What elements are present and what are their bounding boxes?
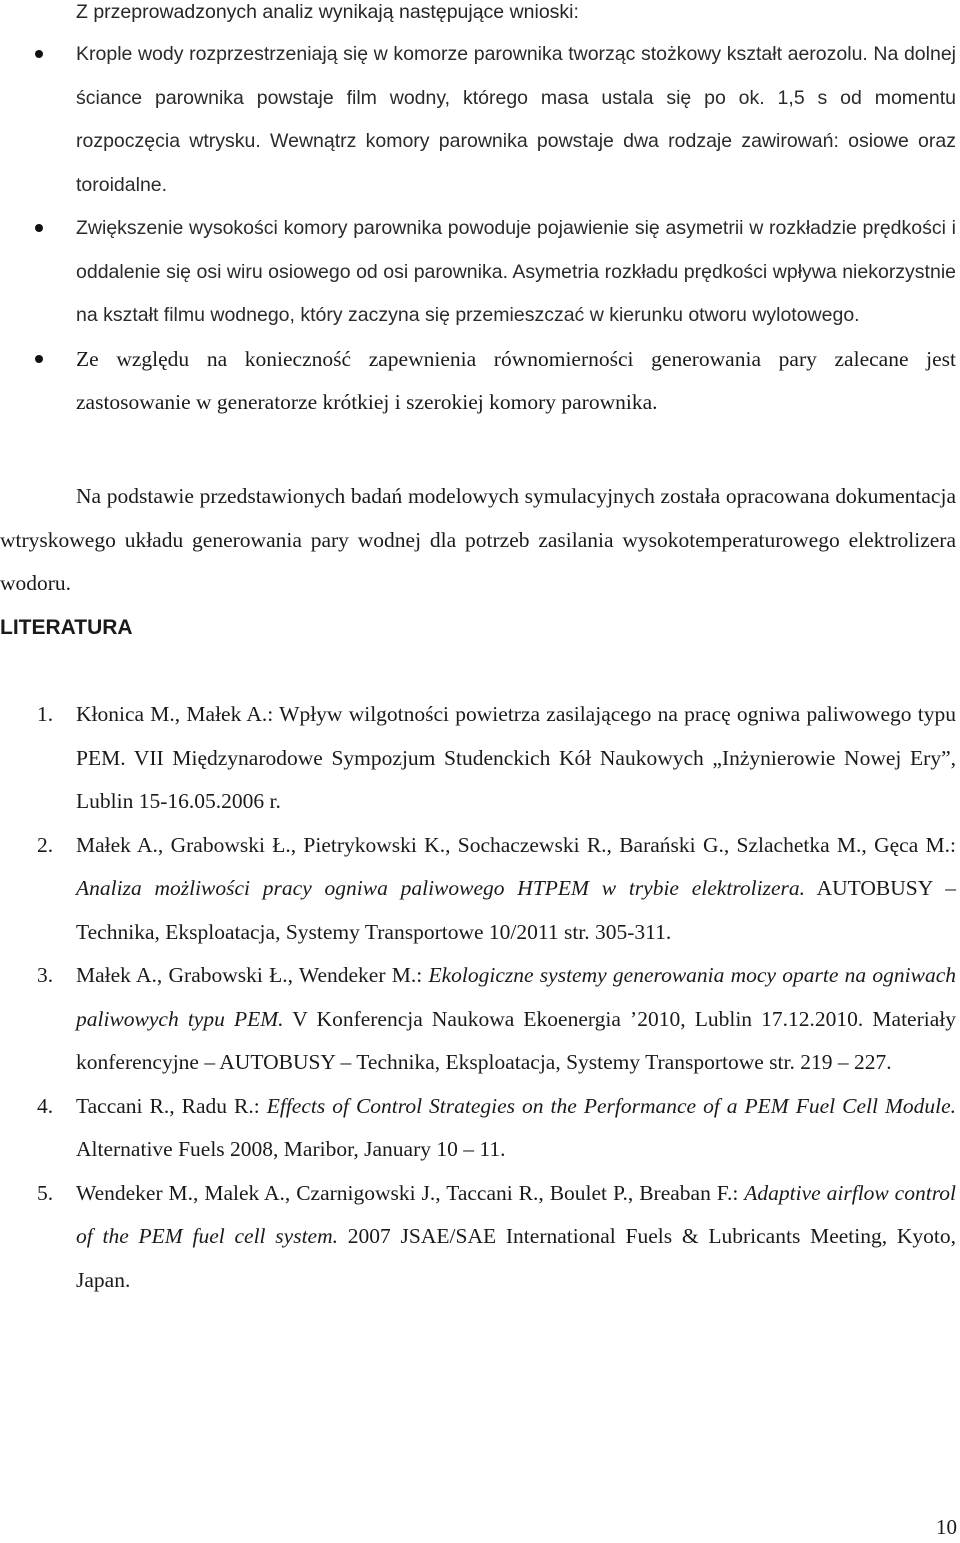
reference-item bbox=[0, 693, 956, 824]
conclusions-list bbox=[0, 33, 956, 425]
reference-title: Ekologiczne systemy generowania mocy oparte na ogniwach paliwowych typu PEM. bbox=[76, 963, 956, 1031]
reference-item bbox=[0, 824, 956, 955]
reference-number: 1. bbox=[37, 702, 54, 726]
bullet-icon bbox=[35, 355, 43, 363]
reference-number: 2. bbox=[37, 832, 54, 857]
reference-number: 4. bbox=[37, 1093, 54, 1118]
conclusions-intro: Z przeprowadzonych analiz wynikają następujące wnioski: bbox=[76, 1, 579, 23]
reference-title: Adaptive airflow control of the PEM fuel cell system. bbox=[76, 1180, 956, 1248]
reference-title: Effects of Control Strategies on the Performance of a PEM Fuel Cell Module. bbox=[266, 1093, 957, 1118]
reference-number: 5. bbox=[37, 1180, 54, 1205]
reference-authors: Taccani R., Radu R.: bbox=[76, 1093, 260, 1118]
conclusion-item bbox=[0, 33, 956, 207]
literature-heading: LITERATURA bbox=[0, 616, 133, 639]
reference-authors: Małek A., Grabowski Ł., Wendeker M.: bbox=[76, 963, 423, 987]
reference-title: Wpływ wilgotności powietrza zasilającego na pracę ogniwa paliwowego typu PEM. bbox=[76, 702, 956, 770]
reference-number: 3. bbox=[37, 963, 54, 987]
reference-details: Alternative Fuels 2008, Maribor, January 10 – 11. bbox=[76, 1137, 506, 1161]
reference-list bbox=[0, 693, 956, 1302]
reference-item bbox=[0, 1172, 956, 1303]
page-number: 10 bbox=[936, 1515, 957, 1539]
reference-authors: Kłonica M., Małek A.: bbox=[76, 702, 274, 726]
reference-authors: Wendeker M., Malek A., Czarnigowski J., Taccani R., Boulet P., Breaban F.: bbox=[76, 1180, 739, 1205]
reference-details: VII Międzynarodowe Sympozjum Studenckich Kół Naukowych „Inżynierowie Nowej Ery”, Lublin 15-16.05.2006 r. bbox=[76, 745, 956, 813]
conclusion-text: Ze względu na konieczność zapewnienia równomierności generowania pary zalecane jest zastosowanie w generatorze krótkiej i szerokiej komory parownika. bbox=[76, 346, 956, 414]
reference-details: 2007 JSAE/SAE International Fuels & Lubricants Meeting, Kyoto, Japan. bbox=[76, 1224, 957, 1292]
summary-paragraph: Na podstawie przedstawionych badań modelowych symulacyjnych została opracowana dokumentacja wtryskowego układu generowania pary wodnej dla potrzeb zasilania wysokotemperaturowego elektrolizera wodoru. bbox=[0, 484, 956, 595]
conclusion-text: Zwiększenie wysokości komory parownika powoduje pojawienie się asymetrii w rozkładzie prędkości i oddalenie się osi wiru osiowego od osi parownika. Asymetria rozkładu prędkości wpływa niekorzystnie na kształt filmu wodnego, który zaczyna się przemieszczać w kierunku otworu wylotowego. bbox=[76, 217, 956, 326]
reference-title: Analiza możliwości pracy ogniwa paliwowego HTPEM w trybie elektrolizera. bbox=[76, 876, 805, 900]
conclusion-text: Krople wody rozprzestrzeniają się w komorze parownika tworząc stożkowy kształt aerozolu. Na dolnej ściance parownika powstaje film wodny, którego masa ustala się po ok. 1,5 s od momentu rozpoczęcia wtrysku. Wewnątrz komory parownika powstaje dwa rodzaje zawirowań: osiowe oraz toroidalne. bbox=[76, 43, 956, 196]
bullet-icon bbox=[35, 50, 43, 58]
conclusion-item bbox=[0, 338, 956, 425]
reference-authors: Małek A., Grabowski Ł., Pietrykowski K., Sochaczewski R., Barański G., Szlachetka M., Gęca M.: bbox=[76, 832, 956, 857]
reference-details: V Konferencja Naukowa Ekoenergia ’2010, Lublin 17.12.2010. Materiały konferencyjne – AUTOBUSY – Technika, Eksploatacja, Systemy Transportowe str. 219 – 227. bbox=[76, 1006, 956, 1074]
reference-details: AUTOBUSY – Technika, Eksploatacja, Systemy Transportowe 10/2011 str. 305-311. bbox=[76, 876, 956, 944]
conclusion-item bbox=[0, 207, 956, 338]
reference-item bbox=[0, 954, 956, 1085]
reference-item bbox=[0, 1085, 956, 1172]
bullet-icon bbox=[35, 224, 43, 232]
